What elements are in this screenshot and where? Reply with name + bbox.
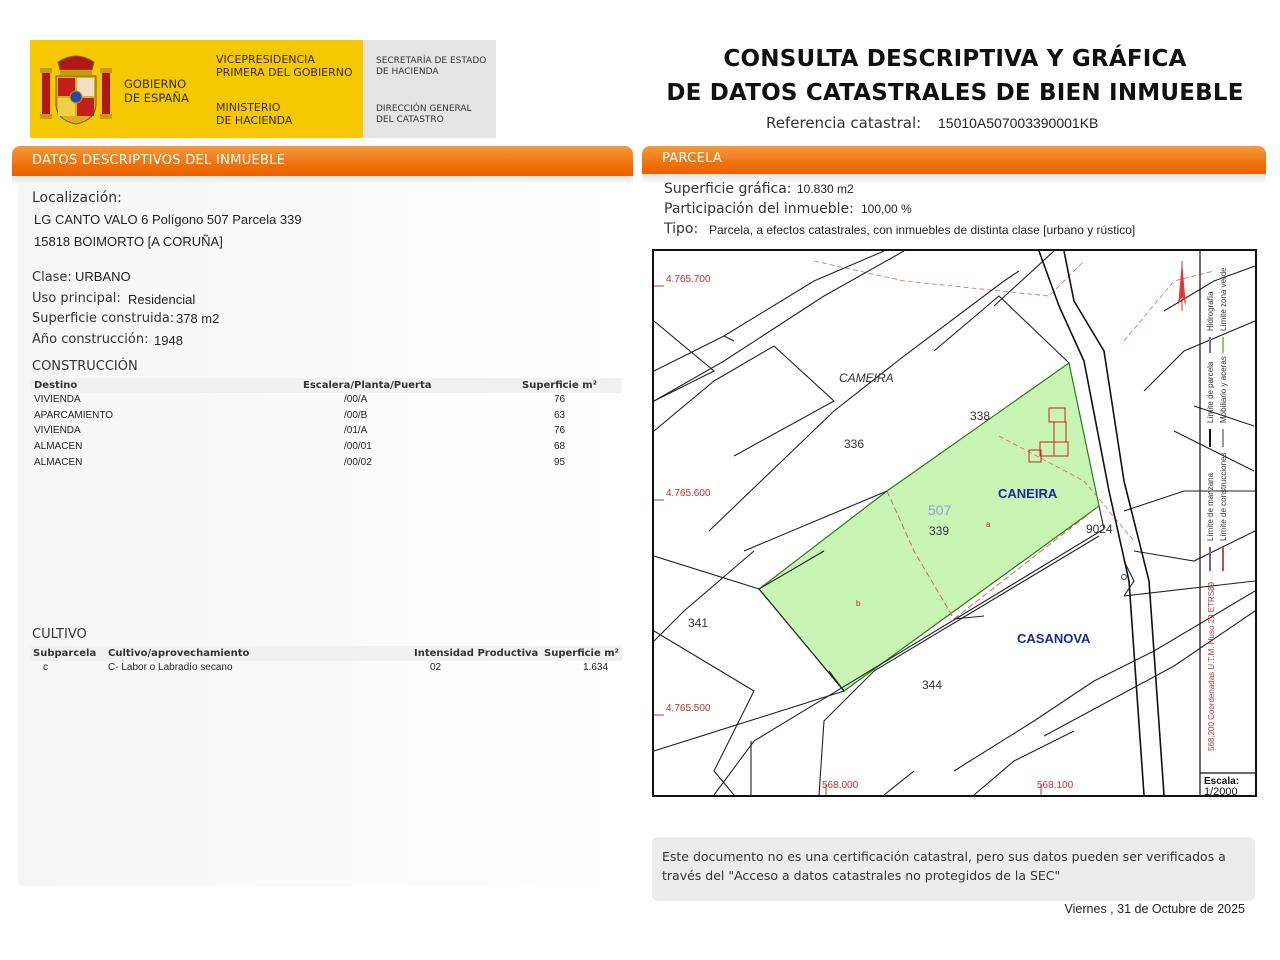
table-row: /00/A (344, 394, 368, 405)
coord-x-000: 568.000 (822, 780, 859, 791)
table-row: 63 (554, 410, 566, 421)
table-row: 76 (554, 394, 566, 405)
tipo-label: Tipo: (664, 221, 699, 237)
table-row: /01/A (344, 425, 368, 436)
subparcel-a: a (986, 520, 991, 529)
table-row: /00/01 (344, 441, 372, 452)
coord-y-500: 4.765.500 (666, 703, 711, 714)
svg-text:344: 344 (922, 678, 943, 692)
tipo-value: Parcela, a efectos catastrales, con inmuebles de distinta clase [urbano y rústico] (709, 223, 1136, 237)
cultivo-header-cultivo: Cultivo/aprovechamiento (108, 648, 250, 659)
uso-label: Uso principal: (32, 291, 121, 306)
table-row: VIVIENDA (34, 425, 81, 436)
construccion-title: CONSTRUCCIÓN (32, 359, 138, 374)
svg-text:341: 341 (688, 616, 709, 630)
coord-system-label: 568,200 Coordenadas U.T.M. Huso 29 ETRS89 (1207, 582, 1216, 751)
cultivo-header-intensidad: Intensidad Productiva (414, 648, 539, 659)
coord-y-600: 4.765.600 (666, 488, 711, 499)
localizacion-line2: 15818 BOIMORTO [A CORUÑA] (34, 234, 223, 249)
scale-value: 1/2000 (1204, 786, 1238, 795)
disclaimer-note: Este documento no es una certificación catastral, pero sus datos pueden ser verificados a través del "Acceso a datos catastrales no protegidos de la SEC" (652, 837, 1255, 901)
document-date: Viernes , 31 de Octubre de 2025 (1064, 902, 1245, 916)
participacion-value: 100,00 % (861, 202, 912, 216)
scale-label: Escala: (1204, 776, 1240, 787)
anio-label: Año construcción: (32, 332, 149, 347)
section-bar-parcela: PARCELA (642, 146, 1266, 174)
svg-text:336: 336 (844, 437, 865, 451)
uso-value: Residencial (128, 292, 196, 307)
table-row: VIVIENDA (34, 394, 81, 405)
localizacion-line1: LG CANTO VALO 6 Polígono 507 Parcela 339 (34, 212, 302, 227)
svg-text:339: 339 (929, 524, 950, 538)
svg-text:Hidrografía: Hidrografía (1206, 291, 1215, 331)
cadastral-map[interactable] (652, 249, 1257, 797)
superficie-value: 378 m2 (176, 311, 220, 326)
localizacion-label: Localización: (32, 190, 122, 206)
svg-text:Mobiliario y aceras: Mobiliario y aceras (1219, 356, 1228, 423)
svg-text:9024: 9024 (1086, 522, 1113, 536)
clase-value: URBANO (75, 269, 131, 284)
svg-text:Límite de manzana: Límite de manzana (1206, 472, 1215, 541)
table-row: /00/B (344, 410, 368, 421)
logo-ministerio: MINISTERIO DE HACIENDA (216, 101, 293, 127)
cultivo-title: CULTIVO (32, 627, 87, 642)
construccion-header-destino: Destino (34, 380, 78, 391)
participacion-label: Participación del inmueble: (664, 201, 854, 217)
table-row: 95 (554, 457, 566, 468)
svg-text:Límite de construcciones: Límite de construcciones (1219, 452, 1228, 541)
svg-text:507: 507 (928, 502, 952, 518)
place-cameira: CAMEIRA (839, 371, 894, 385)
logo-secretaria: SECRETARÍA DE ESTADO DE HACIENDA (376, 56, 487, 77)
table-row: 68 (554, 441, 566, 452)
place-caneira: CANEIRA (998, 486, 1058, 501)
coord-y-700: 4.765.700 (666, 274, 711, 285)
north-arrow-icon (1178, 261, 1186, 311)
logo-vicepresidencia: VICEPRESIDENCIA PRIMERA DEL GOBIERNO (216, 53, 353, 79)
ref-label: Referencia catastral: (766, 114, 922, 132)
svg-text:Límite zona verde: Límite zona verde (1219, 267, 1228, 331)
descriptive-panel (18, 182, 626, 886)
table-row: 1.634 (583, 662, 609, 673)
table-row: 02 (430, 662, 442, 673)
subparcel-b: b (856, 599, 861, 608)
sup-grafica-label: Superficie gráfica: (664, 181, 792, 197)
superficie-label: Superficie construida: (32, 311, 175, 326)
svg-text:338: 338 (970, 409, 991, 423)
logo-gobierno: GOBIERNO DE ESPAÑA (124, 77, 189, 105)
table-row: c (43, 662, 48, 673)
hydrography-marker (1122, 575, 1127, 580)
table-row: ALMACEN (34, 441, 83, 452)
table-row: 76 (554, 425, 566, 436)
place-casanova: CASANOVA (1017, 631, 1091, 646)
table-row: ALMACEN (34, 457, 83, 468)
coord-x-100: 568.100 (1037, 780, 1074, 791)
construccion-header-escalera: Escalera/Planta/Puerta (303, 380, 432, 391)
document-title: CONSULTA DESCRIPTIVA Y GRÁFICA DE DATOS CATASTRALES DE BIEN INMUEBLE (666, 46, 1244, 106)
construccion-header-superficie: Superficie m² (522, 380, 598, 391)
anio-value: 1948 (154, 333, 183, 348)
table-row: C- Labor o Labradío secano (108, 662, 233, 673)
svg-text:Límite de parcela: Límite de parcela (1206, 361, 1215, 423)
table-row: /00/02 (344, 457, 372, 468)
table-row: APARCAMIENTO (34, 410, 114, 421)
sup-grafica-value: 10.830 m2 (797, 182, 854, 196)
coat-of-arms-icon (40, 52, 112, 126)
cultivo-header-subparcela: Subparcela (33, 648, 97, 659)
ref-value: 15010A507003390001KB (938, 115, 1099, 131)
logo-direccion: DIRECCIÓN GENERAL DEL CATASTRO (376, 104, 472, 125)
cultivo-header-superficie: Superficie m² (544, 648, 620, 659)
section-bar-descriptivos: DATOS DESCRIPTIVOS DEL INMUEBLE (12, 146, 633, 176)
clase-label: Clase: (32, 270, 72, 285)
map-legend (1206, 267, 1228, 541)
